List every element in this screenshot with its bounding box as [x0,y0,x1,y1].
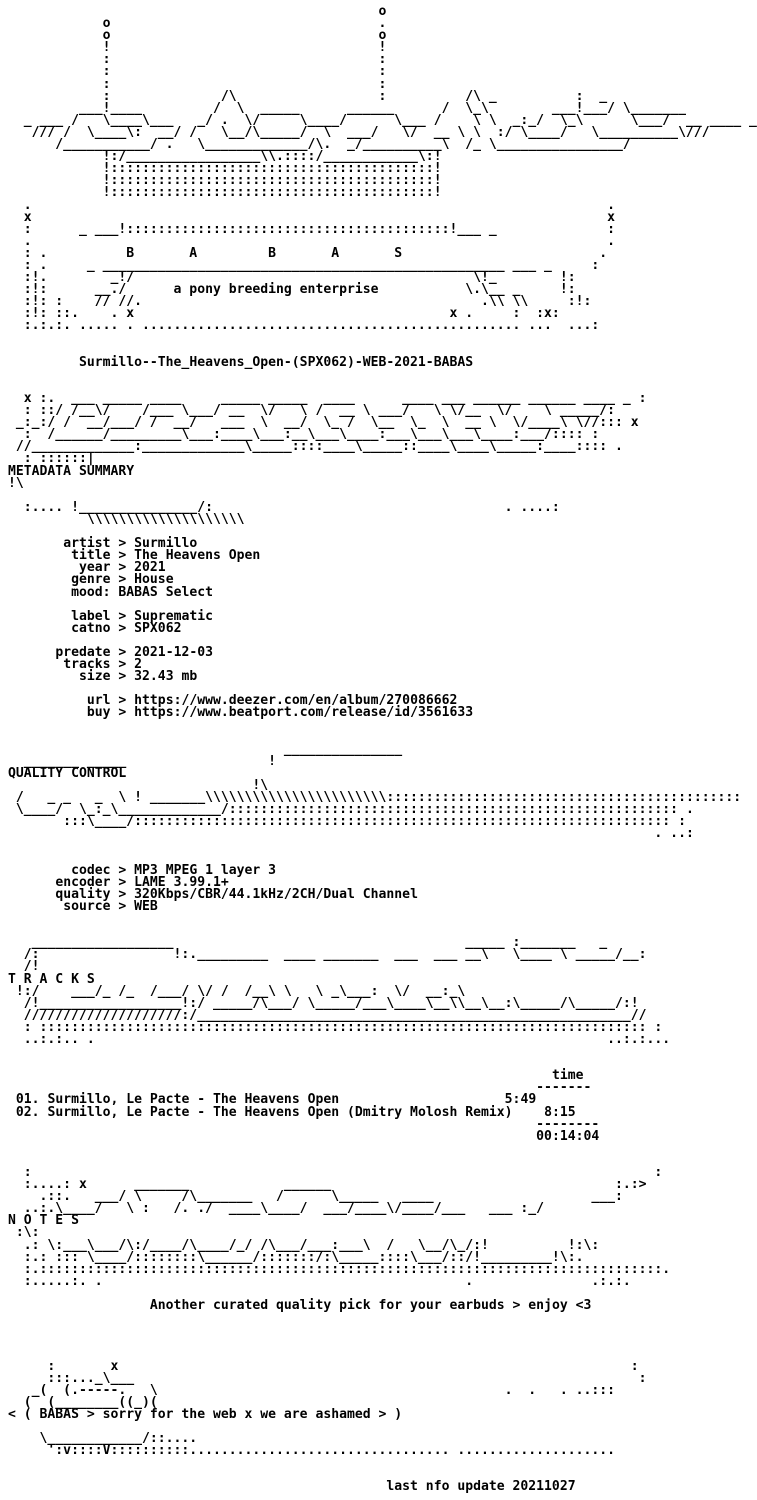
release-name: Surmillo--The_Heavens_Open-(SPX062)-WEB-2021-BABAS [78,354,474,370]
quality-quality-row: quality > 320Kbps/CBR/44.1kHz/2CH/Dual Channel [55,886,418,902]
babas-banner-art: . . x x : _ ___!:::::::::::::::::::::::::::::::::::::::::!___ _ : . . : . B A B A S . : . _ ___________________________________________________ ___ _ : :!. _!/ \!_ !: :!: __./ a pony breeding enterprise \.\__ _ !: :!: : // //. .\\ \\ :!: :!: ::. . x x . : :x: :.:.:. ..... . ................................................ ... ...: [23,197,615,334]
metadata-label-row: label > Suprematic [71,608,213,624]
footer-art: : x : :::..._\___ : _( (.-----. \ . . . ..::: ( (________((_)( < ( BABAS > sorry for the web x we are ashamed > ) \____________/::.... ':v::::V::::::::::................................. .................... [8,1358,647,1459]
total-time: 00:14:04 [536,1128,600,1144]
quality-encoder-row: encoder > LAME 3.99.1+ [55,874,229,890]
notes-text: Another curated quality pick for your earbuds > enjoy <3 [149,1298,592,1314]
quality-value: 320Kbps/CBR/44.1kHz/2CH/Dual Channel [134,886,418,902]
nfo-document [8,4,757,1495]
quality-section [8,862,640,914]
metadata-artist-row: artist > Surmillo [63,536,198,552]
quality-codec-row: codec > MP3 MPEG 1 layer 3 [71,862,277,878]
notes-title: N O T E S [8,1213,79,1229]
metadata-url-row: url > https://www.deezer.com/en/album/270086662 [86,693,458,709]
track-name: Surmillo, Le Pacte - The Heavens Open (Dmitry Molosh Remix) [47,1104,513,1120]
artist-value: Surmillo [134,536,198,552]
metadata-year-row: year > 2021 [78,560,166,576]
notes-text-row [8,1300,640,1312]
metadata-mood-row: mood: BABAS Select [71,584,213,600]
metadata-tracks-row: tracks > 2 [63,657,143,673]
size-value: 32.43 mb [134,669,198,685]
babas-logo-art: o o . o o ! ! : : : : : : : /\ : /\ _ : _ ___!____ / \ _____ ______ / \_\ ___!___/ \_______ _ ___ / \____\___ _/ . \/ \____/ \___ / \ \ _:_/ \_\ \___/ __ ____ _ /// / \____\: __/ / \__/\_____/ \ ___/ \/ __ \ \ :/ \____/ \__________\/// /___________/ . \_____________/\. _/__________\ /_ \________________/ !:/_________________\\.::::/____________\:! !:::::::::::::::::::::::::::::::::::::::::! !:::::::::::::::::::::::::::::::::::::::::! !:::::::::::::::::::::::::::::::::::::::::! [23,4,757,201]
metadata-catno-row: catno > SPX062 [71,620,182,636]
buy-link[interactable]: https://www.beatport.com/release/id/3561633 [134,705,474,721]
metadata-section [8,538,640,719]
track-row: 02. Surmillo, Le Pacte - The Heavens Open (Dmitry Molosh Remix) 8:15 [15,1104,576,1120]
tracks-title: T R A C K S [8,971,95,987]
mood-value: BABAS Select [118,584,213,600]
track-time: 8:15 [544,1104,576,1120]
metadata-size-row: size > 32.43 mb [78,669,198,685]
metadata-summary-title: METADATA SUMMARY [8,463,135,479]
tracklist-time-header: time [551,1068,584,1084]
tracks-value: 2 [134,657,143,673]
tracks-header-art: __________________ _____ :_______ _ /: !:._________ ____ _______ ___ ___ __\ \____ \ _____/__: /! T R A C K S !:/ ___/_ /_ /___/ \/ / /__\ \ \ _\___: \/ __:_\ /!__________________!:/ _____/\___/ \_____/___\____\__\\__\__:\_____/\_____/:! ////////////////////:/_______________________________________________________// : ::::::::::::::::::::::::::::::::::::::::::::::::::::::::::::::::::::::::::::: : ..:.:.. . ..:.:... [8,935,671,1047]
catno-value: SPX062 [134,620,182,636]
label-value: Suprematic [134,608,213,624]
codec-value: MP3 MPEG 1 layer 3 [134,862,277,878]
quality-source-row: source > WEB [63,898,158,914]
predate-value: 2021-12-03 [134,644,213,660]
tracklist-total [8,1128,640,1144]
nfo-update-text: last nfo update 20211027 [386,1479,576,1495]
notes-header-art: : : :....: x _______ ______ :.:> .::. ___/ \ /\_______ / \_____ ____ ___: ..:.\____/ \ : /. ./ ____\____/ ___/____\/____/___ ___ :_/ N O T E S :\: .: \:___\___/\:/____/\____/_/ /\___/___:___\ / \__/\_/:! !:\: :.: ::: \____/::::::::\______/:::::::/:\_____::::\___/::/!_________!\:. :.:::::::::::::::::::::::::::::::::::::::::::::::::::::::::::::::::::::::::::::::. :.....:. . . .:.:. [8,1165,671,1289]
tracklist-section: time ------- 01. Surmillo, Le Pacte - The Heavens Open 5:49 02. Surmillo, Le Pacte - The Heavens Open (Dmitry Molosh Remix) 8:15 -------- 00:14:04 [8,1070,640,1143]
metadata-predate-row: predate > 2021-12-03 [55,644,213,660]
quality-header-art: _______________ _______ _____ ! QUALITY CONTROL !\ / _ _ _ \ ! _______\\\\\\\\\\\\\\\\\\\\\\\::::::::::::::::::::::::::::::::::::::::::::: \____/ \_:_\_____________/::::::::::::::::::::::::::::::::::::::::::::::::::::::::: . :::\____/:::::::::::::::::::::::::::::::::::::::::::::::::::::::::::::::::::: : . ..: [8,741,742,842]
track-row: 01. Surmillo, Le Pacte - The Heavens Open 5:49 [15,1092,537,1108]
footer-slogan: < ( BABAS > sorry for the web x we are ashamed > ) [8,1406,403,1422]
title-value: The Heavens Open [134,548,261,564]
quality-control-title: QUALITY CONTROL [8,765,127,781]
track-name: Surmillo, Le Pacte - The Heavens Open [47,1092,340,1108]
nfo-update-row [8,1481,640,1493]
url-link[interactable]: https://www.deezer.com/en/album/270086662 [134,693,458,709]
source-value: WEB [134,898,158,914]
encoder-value: LAME 3.99.1+ [134,874,229,890]
metadata-buy-row: buy > https://www.beatport.com/release/id/3561633 [86,705,474,721]
metadata-title-row: title > The Heavens Open [71,548,261,564]
metadata-header-art: x :. ___ _____ ____ _____ _____ ____ ____ ___ ______ ______ ____ _ : : ::/ /__\/ /___ \___/ __ \/ \ / __ \ ___/ \ \/__ \/ \ _____/: _:_:/ / __/___/ / __/ ___ \ __/ \_ / \__ \_ \ __ \ \/____\ \//::: x : /______/_________\___:____\___:__\___\____:___\___\___\____:___/:::: : //_____________:_____________\_____::::____\_____::____\____\_____:____:::: . : ::::::| METADATA SUMMARY !\ :.... !_______________/: . ....: \\\\\\\\\\\\\\\\\\\\ [8,391,647,527]
year-value: 2021 [134,560,166,576]
genre-value: House [134,572,174,588]
track-time: 5:49 [504,1092,537,1108]
metadata-genre-row: genre > House [71,572,174,588]
